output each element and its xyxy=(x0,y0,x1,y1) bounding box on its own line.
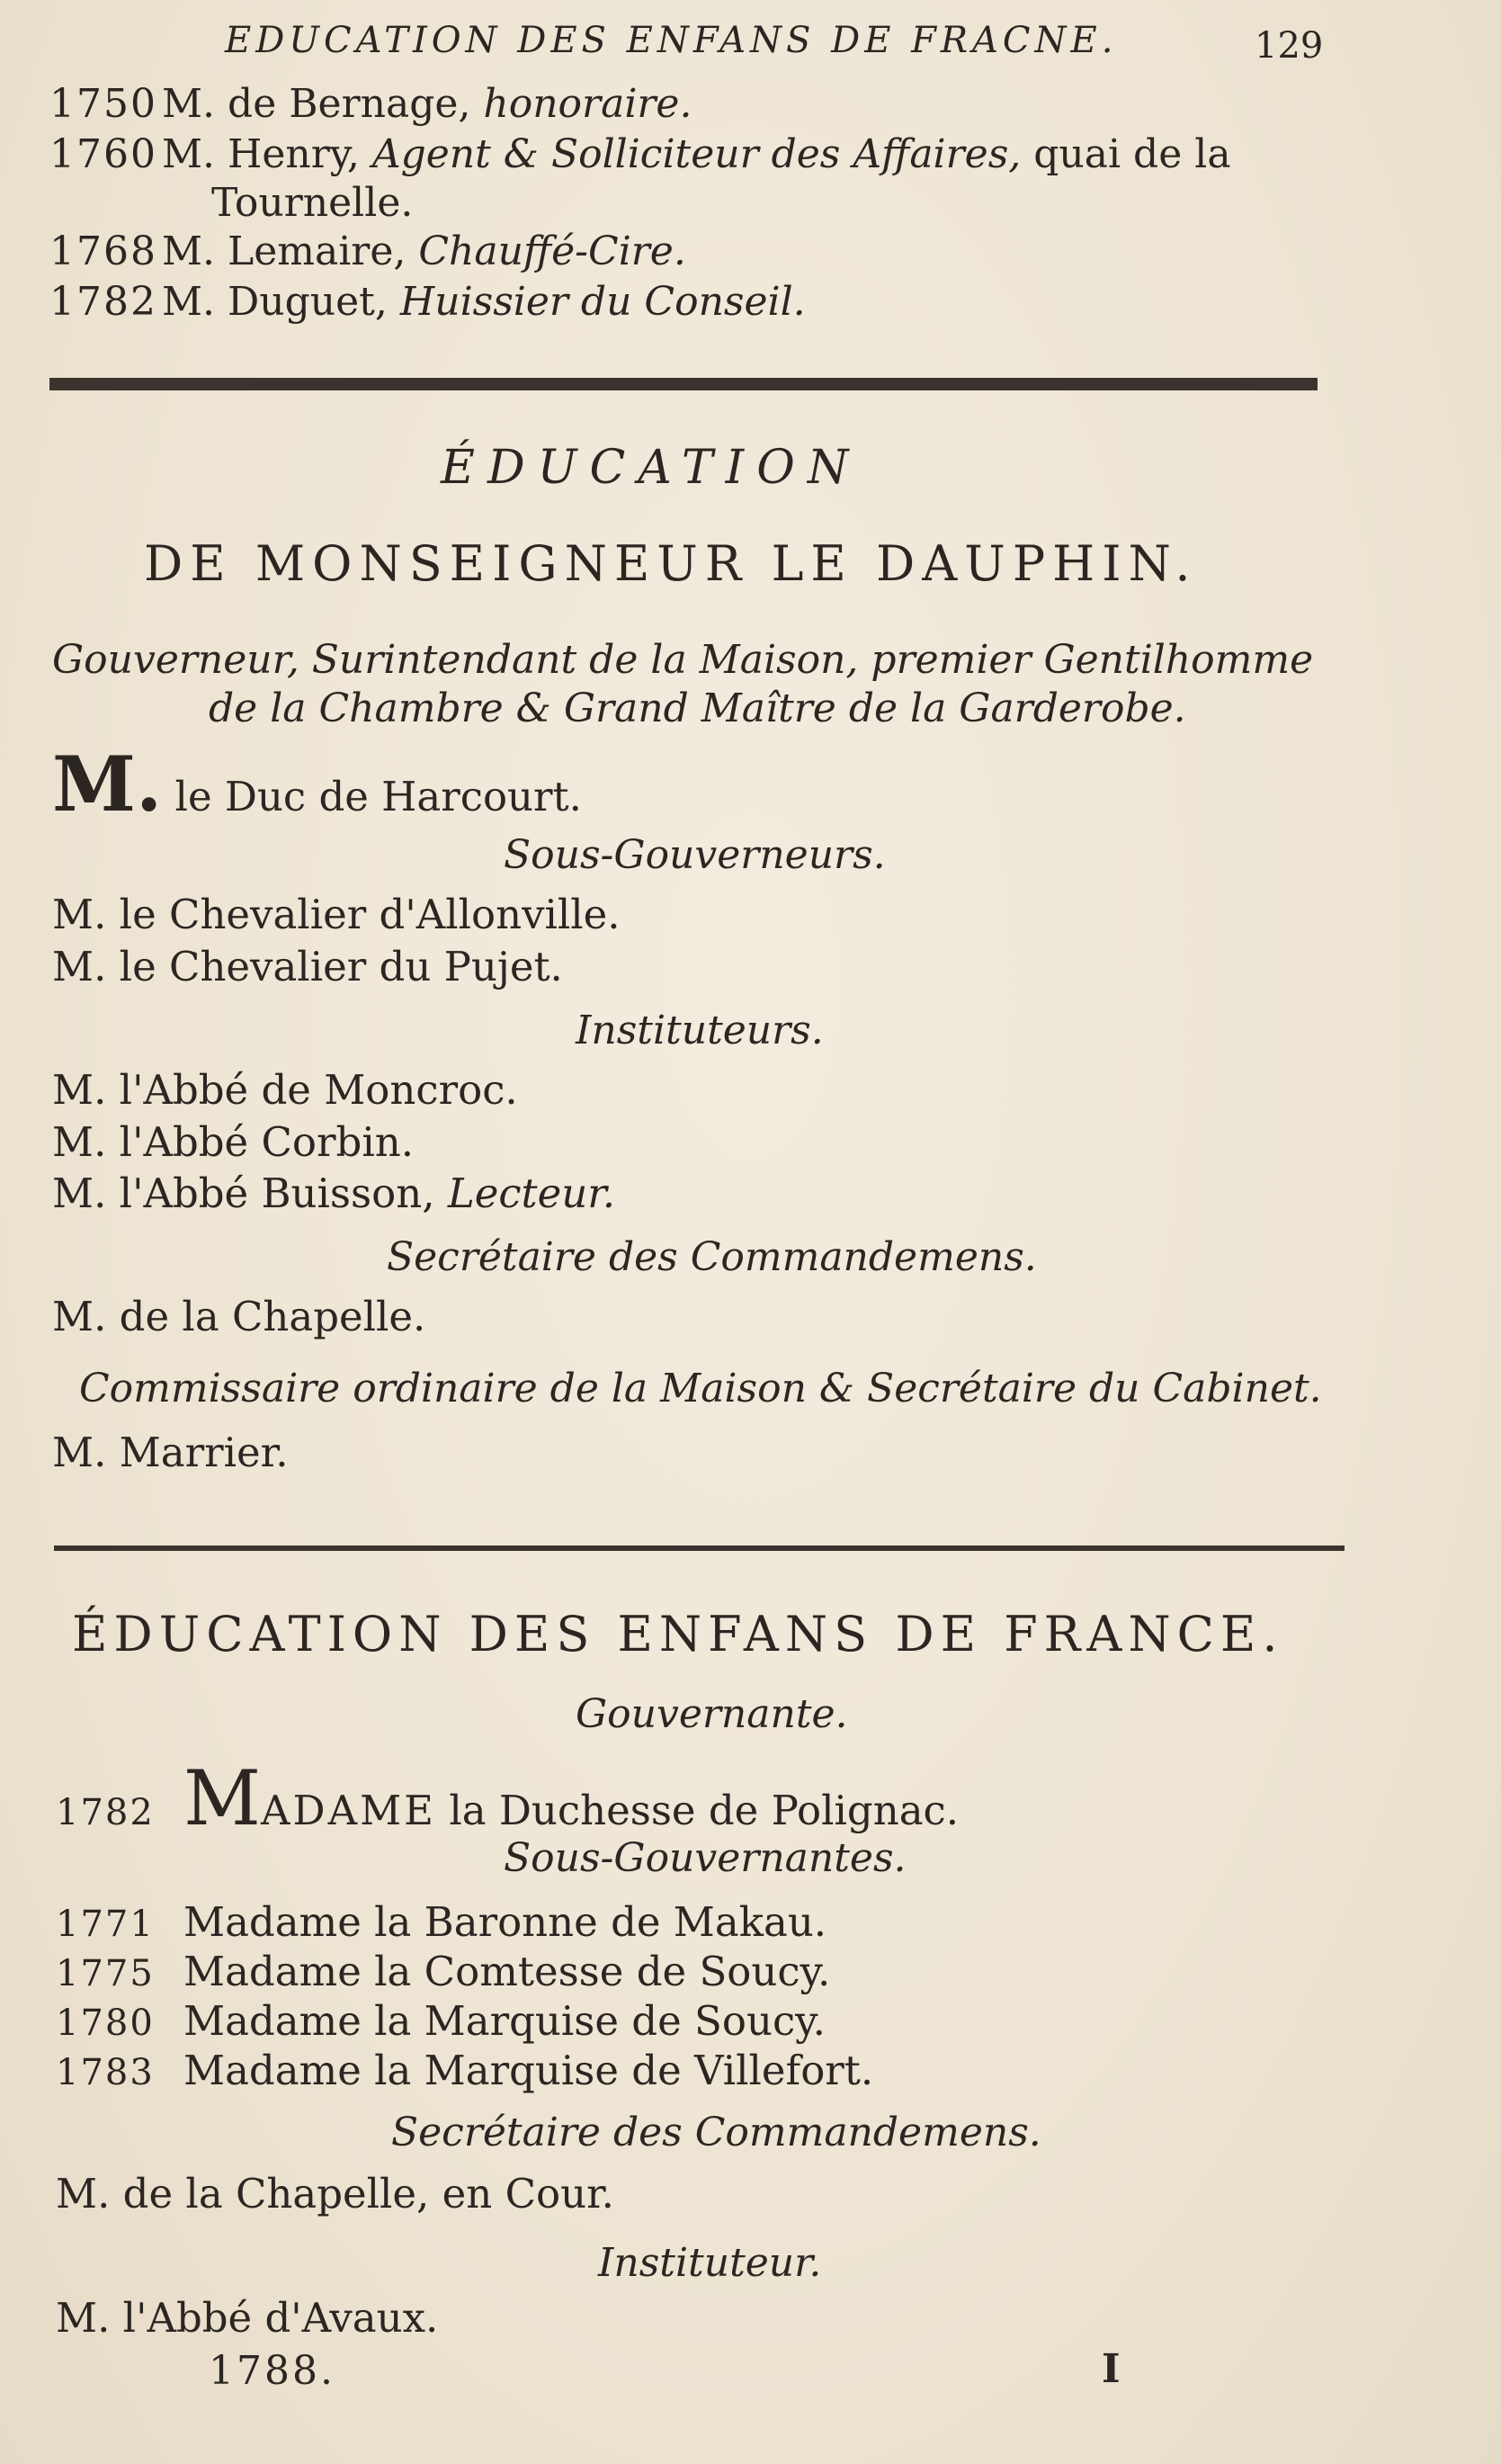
section-heading: ÉDUCATION DES ENFANS DE FRANCE. xyxy=(72,1606,1284,1662)
role-label: Instituteur. xyxy=(598,2240,822,2286)
list-item xyxy=(49,277,806,327)
entry-year: 1750 xyxy=(49,81,157,127)
person: M. le Chevalier d'Allonville. xyxy=(52,891,621,938)
signature-mark: I xyxy=(1102,2346,1123,2392)
drop-initial-rest: ADAME xyxy=(261,1787,437,1834)
section-heading: ÉDUCATION xyxy=(441,441,862,495)
entry-name: M. Henry, xyxy=(162,131,360,177)
entry-year: 1771 xyxy=(56,1904,155,1945)
drop-initial: M. xyxy=(52,739,163,829)
entry-year: 1782 xyxy=(49,279,157,325)
role-label: Commissaire ordinaire de la Maison & Secrétaire du Cabinet. xyxy=(79,1366,1322,1411)
entry-name: M. de Bernage, xyxy=(162,81,471,127)
entry-name: M. Duguet, xyxy=(162,279,388,325)
person: M. de la Chapelle, en Cour. xyxy=(56,2170,614,2218)
role-label: Secrétaire des Commandemens. xyxy=(391,2110,1041,2155)
person: M. l'Abbé Corbin. xyxy=(52,1118,415,1166)
entry-year: 1780 xyxy=(56,2003,155,2044)
entry-tail: quai de la xyxy=(1033,131,1231,177)
person: M. l'Abbé d'Avaux. xyxy=(56,2294,439,2342)
role-label: de la Chambre & Grand Maître de la Garderobe. xyxy=(209,685,1186,731)
governor xyxy=(52,739,582,829)
role-label: Sous-Gouverneurs. xyxy=(504,832,886,878)
person: M. Marrier. xyxy=(52,1429,289,1476)
role-label: Sous-Gouvernantes. xyxy=(504,1835,907,1881)
entry-name: Madame la Marquise de Soucy. xyxy=(183,1997,826,2045)
role-label: Gouvernante. xyxy=(576,1691,848,1737)
governor-name: le Duc de Harcourt. xyxy=(174,773,582,820)
list-item xyxy=(56,1997,826,2045)
running-head: EDUCATION DES ENFANS DE FRACNE. xyxy=(225,20,1118,61)
entry-name: M. Lemaire, xyxy=(162,228,407,274)
list-item-continuation xyxy=(49,178,413,228)
entry-title: Agent & Solliciteur des Affaires, xyxy=(371,131,1022,177)
person: M. de la Chapelle. xyxy=(52,1293,426,1340)
entry-year: 1783 xyxy=(56,2052,155,2093)
footer-year: 1788. xyxy=(209,2348,335,2394)
drop-initial: M xyxy=(183,1754,262,1842)
gouvernante xyxy=(56,1754,959,1842)
list-item xyxy=(56,1898,826,1946)
entry-year: 1782 xyxy=(56,1792,155,1833)
person-name: M. l'Abbé Buisson, xyxy=(52,1169,435,1217)
entry-year: 1760 xyxy=(49,131,157,177)
section-divider xyxy=(49,378,1318,390)
entry-name: Madame la Marquise de Villefort. xyxy=(183,2047,874,2094)
list-item xyxy=(49,130,1231,180)
person: M. l'Abbé de Moncroc. xyxy=(52,1066,518,1114)
section-divider xyxy=(54,1546,1345,1551)
role-label: Secrétaire des Commandemens. xyxy=(387,1234,1037,1280)
person: M. le Chevalier du Pujet. xyxy=(52,943,563,990)
entry-year: 1768 xyxy=(49,228,157,274)
list-item xyxy=(49,227,686,277)
role-label: Instituteurs. xyxy=(576,1008,824,1053)
role-label: Gouverneur, Surintendant de la Maison, premier Gentilhomme xyxy=(52,637,1314,683)
entry-title: Huissier du Conseil. xyxy=(399,279,806,325)
person xyxy=(52,1169,615,1217)
entry-name: Madame la Comtesse de Soucy. xyxy=(183,1948,831,1995)
entry-year: 1775 xyxy=(56,1953,155,1994)
section-subheading: DE MONSEIGNEUR LE DAUPHIN. xyxy=(144,535,1198,592)
entry-name: Madame la Baronne de Makau. xyxy=(183,1898,827,1946)
list-item xyxy=(49,79,692,130)
list-item xyxy=(56,2047,873,2094)
entry-continuation: Tournelle. xyxy=(211,180,414,226)
person-title: Lecteur. xyxy=(447,1169,616,1217)
gouvernante-name: la Duchesse de Polignac. xyxy=(449,1787,960,1834)
list-item xyxy=(56,1948,830,1995)
entry-title: Chauffé-Cire. xyxy=(418,228,686,274)
entry-title: honoraire. xyxy=(483,81,692,127)
page-number: 129 xyxy=(1255,25,1324,67)
